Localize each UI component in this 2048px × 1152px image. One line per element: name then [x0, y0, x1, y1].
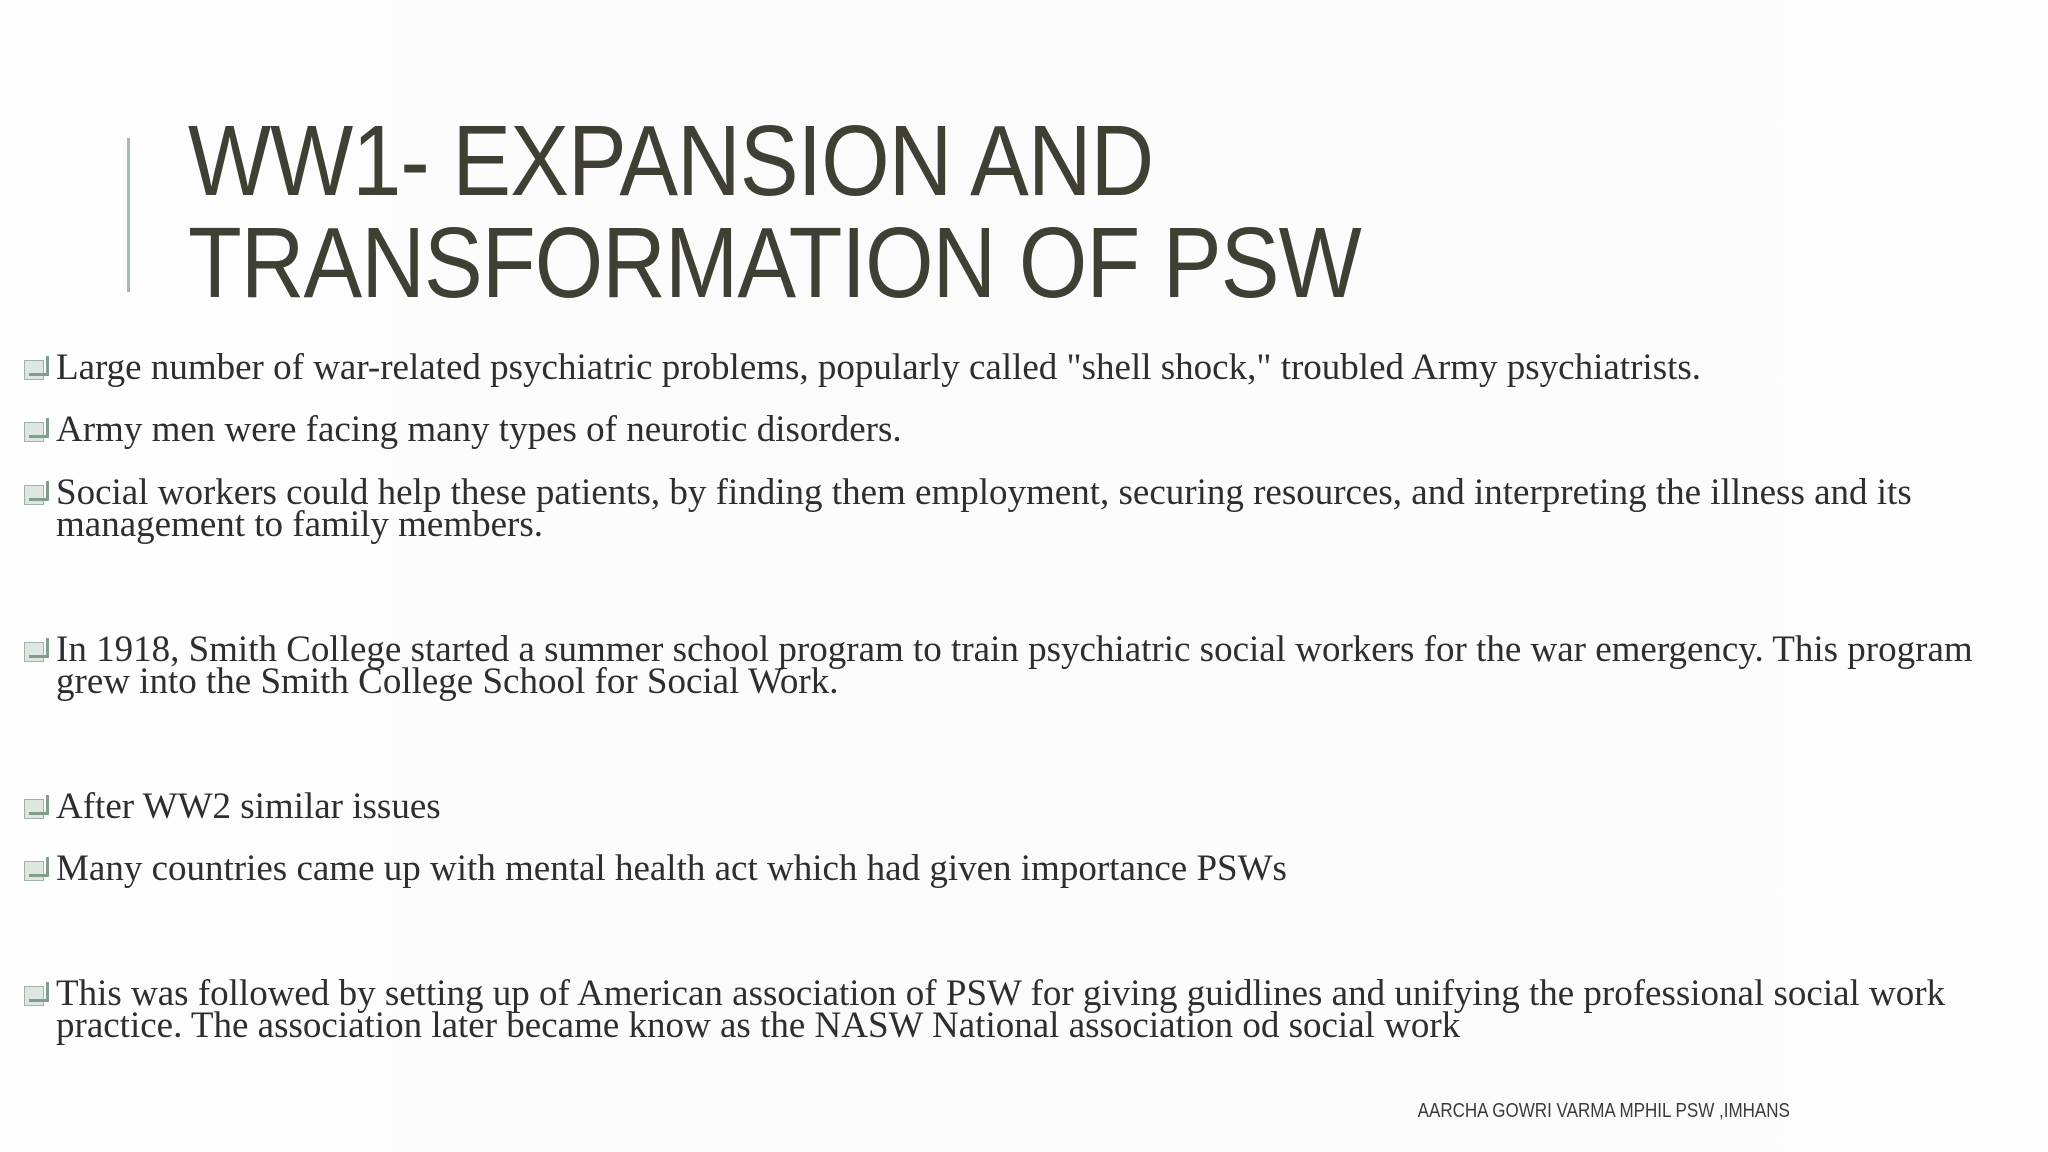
bullet-text: Social workers could help these patients, by finding them employment, securing resources, and interpreting the illness and its management to family members. [56, 472, 1912, 545]
bullet-item-5 [24, 786, 2046, 827]
slide-title-line-1: WW1- EXPANSION AND [188, 105, 1154, 217]
bullet-item-3 [24, 472, 2046, 545]
bullet-text: Large number of war-related psychiatric problems, popularly called "shell shock," troubled Army psychiatrists. [56, 347, 1702, 388]
checkbox-bullet-icon [24, 795, 50, 821]
bullet-item-7 [24, 973, 2046, 1046]
slide-title-line-2: TRANSFORMATION OF PSW [188, 207, 1361, 319]
bullet-text: This was followed by setting up of American association of PSW for giving guidlines and unifying the professional social work practice. The association later became know as the NASW National association od social work [56, 973, 1946, 1046]
bullet-item-2 [24, 409, 2046, 450]
bullet-text: After WW2 similar issues [56, 786, 441, 827]
checkbox-bullet-icon [24, 638, 50, 664]
title-accent-bar [127, 138, 130, 292]
bullet-item-1 [24, 347, 2046, 388]
slide-title [188, 105, 1361, 319]
checkbox-bullet-icon [24, 356, 50, 382]
bullet-text: Many countries came up with mental health act which had given importance PSWs [56, 848, 1287, 889]
checkbox-bullet-icon [24, 418, 50, 444]
checkbox-bullet-icon [24, 982, 50, 1008]
bullet-item-6 [24, 848, 2046, 889]
bullet-item-4 [24, 629, 2046, 702]
bullet-text: Army men were facing many types of neurotic disorders. [56, 409, 902, 450]
checkbox-bullet-icon [24, 857, 50, 883]
bullet-text: In 1918, Smith College started a summer school program to train psychiatric social workers for the war emergency. This program grew into the Smith College School for Social Work. [56, 629, 1973, 702]
footer-author: AARCHA GOWRI VARMA MPHIL PSW ,IMHANS [1417, 1100, 1790, 1122]
checkbox-bullet-icon [24, 481, 50, 507]
